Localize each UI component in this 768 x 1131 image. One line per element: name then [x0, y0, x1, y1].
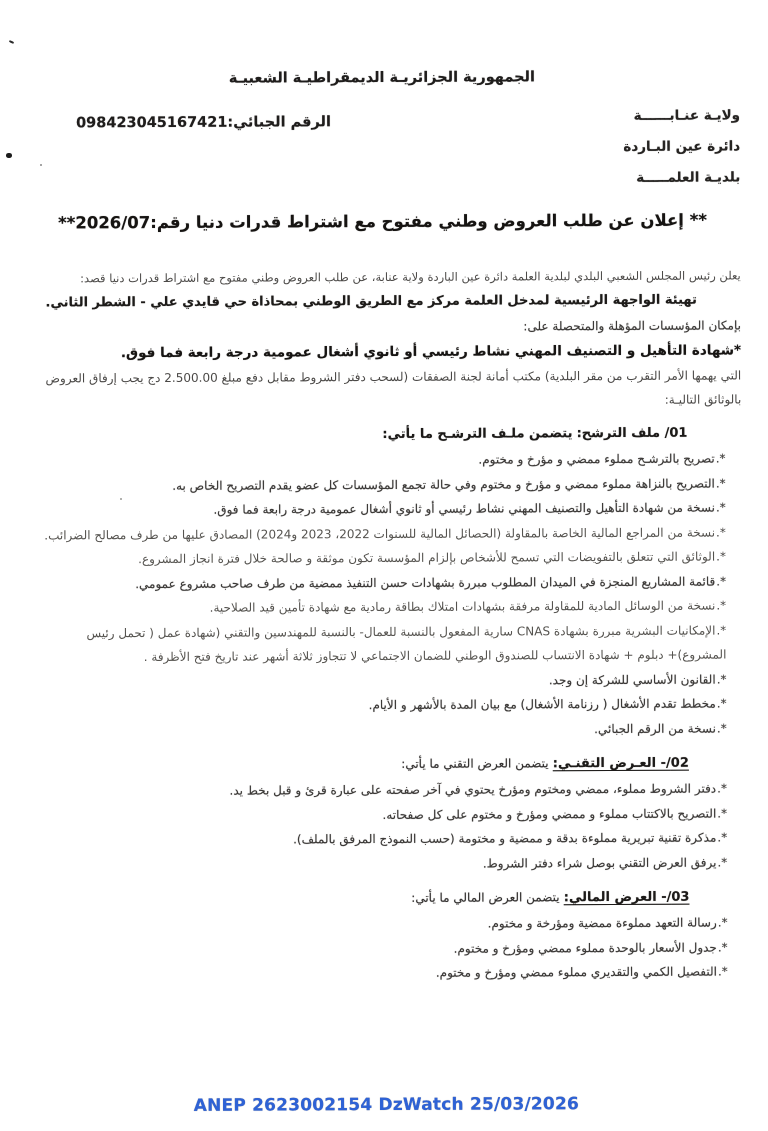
bullet-text: نسخة من شهادة التأهيل والتصنيف المهني نشاط رئيسي أو ثانوي أشغال عمومية درجة رابعة فما فوق.: [213, 500, 715, 517]
bullet-marker: *.: [716, 721, 727, 736]
tender-section: [37, 420, 742, 743]
bullet-marker: *.: [717, 964, 728, 979]
eligibility-intro-line: بإمكان المؤسسات المؤهلة والمتحصلة على:: [523, 318, 741, 334]
bullet-text: الإمكانيات البشرية مبررة بشهادة CNAS سارية المفعول بالنسبة للعمال- بالنسبة للمهندسين والتقني (شهادة عمل ( تحمل رئيس المشروع)+ دبلوم + شهادة الانتساب للصندوق الوطني للضمان الاجتماعي لا تتجاوز ثلاثة أشهر عند تاريخ فتح الأظرفة .: [86, 623, 727, 665]
bullet-item: [40, 959, 744, 987]
bullet-marker: *.: [716, 574, 727, 589]
tender-section: [39, 749, 744, 877]
withdraw-paragraph: التي يهمها الأمر التقرب من مقر البلدية) مكتب أمانة لجنة الصفقات (لسحب دفتر الشروط مقابل دفع مبلغ 2.500.00 دج يجب إرفاق العروض بالوثائق التاليـة:: [45, 368, 742, 407]
daira-line: دائرة عين البـاردة: [623, 138, 741, 155]
tax-id: الرقم الجبائي:098423045167421: [76, 114, 331, 132]
bullet-item: [38, 495, 742, 523]
tender-title: ** إعلان عن طلب العروض وطني مفتوح مع اشتراط قدرات دنيا رقم:2026/07**: [58, 210, 707, 233]
bullet-text: نسخة من الرقم الجبائي.: [594, 721, 716, 736]
authority-block: [623, 100, 740, 194]
bullet-text: التصريح بالنزاهة مملوء ممضي و مؤرخ و مختوم وفي حالة تجمع المؤسسات كل عضو يقدم التصريح الخاص به.: [172, 476, 715, 493]
section-items: [39, 776, 743, 877]
section-number-title: 01/ ملف الترشح:: [576, 425, 688, 442]
commune-line: بلديـة العلمـــــة: [636, 169, 741, 186]
tender-section: [39, 883, 743, 987]
bullet-marker: *.: [716, 598, 727, 613]
bullet-item: [38, 593, 742, 621]
section-heading: [39, 749, 743, 779]
section-subtitle: يتضمن ملـف الترشـح ما يأتي:: [382, 426, 573, 443]
qualification-line: *شهادة التأهيل و التصنيف المهني نشاط رئيسي أو ثانوي أشغال عمومية درجة رابعة فما فوق.: [120, 342, 742, 362]
bullet-text: تصريح بالترشـح مملوء ممضي و مؤرخ و مختوم.: [478, 451, 715, 467]
bullet-text: مذكرة تقنية تبريرية مملوءة بدقة و ممضية و مختومة (حسب النموذج المرفق بالملف).: [293, 830, 717, 847]
bullet-marker: *.: [715, 500, 726, 515]
bullet-marker: *.: [717, 806, 728, 821]
section-number-title: 03/- العرض المالي:: [563, 889, 690, 906]
bullet-text: القانون الأساسي للشركة إن وجد.: [548, 672, 716, 687]
bullet-marker: *.: [717, 915, 728, 930]
bullet-marker: *.: [716, 696, 727, 711]
bullet-text: التصريح بالاكتتاب مملوء و ممضي ومؤرخ و مختوم على كل صفحاته.: [382, 806, 717, 822]
section-subtitle: يتضمن العرض التقني ما يأتي:: [401, 756, 549, 771]
header-row: [0, 84, 766, 205]
bullet-text: يرفق العرض التقني بوصل شراء دفتر الشروط.: [482, 855, 717, 871]
bullet-item: [39, 691, 743, 719]
section-heading: [37, 420, 741, 449]
bullet-item: [37, 446, 741, 474]
bullet-item: [38, 569, 742, 597]
bullet-item: [38, 618, 742, 670]
bullet-marker: *.: [717, 830, 728, 845]
bullet-text: التفصيل الكمي والتقديري مملوء ممضي ومؤرخ و مختوم.: [435, 964, 717, 980]
section-heading: [39, 883, 743, 913]
bullet-item: [39, 801, 743, 829]
bullet-text: جدول الأسعار بالوحدة مملوء ممضي ومؤرخ و مختوم.: [453, 940, 717, 956]
bullet-marker: *.: [716, 549, 726, 564]
bullet-text: قائمة المشاريع المنجزة في الميدان المطلوب مبررة بشهادات حسن التنفيذ ممضية من طرف صاحب مشروع عمومي.: [135, 574, 716, 591]
bullet-item: [40, 935, 744, 963]
document-content: [37, 263, 744, 987]
bullet-item: [39, 850, 743, 878]
bullet-text: رسالة التعهد مملوءة ممضية ومؤرخة و مختوم.: [487, 915, 717, 931]
bullet-item: [39, 716, 743, 744]
intro-paragraph: يعلن رئيس المجلس الشعبي البلدي لبلدية العلمة دائرة عين الباردة ولاية عنابة، عن طلب العروض وطني مفتوح مع اشتراط قدرات دنيا قصد:: [80, 268, 741, 286]
bullet-item: [38, 544, 742, 572]
bullet-item: [38, 471, 742, 499]
bullet-item: [38, 667, 742, 695]
bullet-marker: *.: [715, 525, 726, 540]
bullet-item: [40, 910, 744, 938]
bullet-text: دفتر الشروط مملوء، ممضي ومختوم ومؤرخ يحتوي في آخر صفحته على عبارة قرئ و قبل بخط يد.: [229, 781, 717, 798]
bullet-marker: *.: [717, 940, 728, 955]
section-number-title: 02/- العـرض التقنـي:: [552, 755, 689, 772]
section-items: [40, 910, 744, 987]
bullet-marker: *.: [716, 672, 727, 687]
bullet-marker: *.: [717, 781, 728, 796]
section-items: [37, 446, 742, 743]
republic-header: الجمهورية الجزائريـة الديمقراطيـة الشعبيـة: [228, 69, 535, 87]
bullet-text: نسخة من المراجع المالية الخاصة بالمقاولة (الحصائل المالية للسنوات 2022، 2023 و2024) المصادق عليها من طرف مصالح الضرائب.: [44, 525, 716, 542]
bullet-item: [39, 825, 743, 853]
bullet-marker: *.: [717, 855, 728, 870]
bullet-marker: *.: [715, 451, 726, 466]
bullet-text: مخطط تقدم الأشغال ( رزنامة الأشغال) مع بيان المدة بالأشهر و الأيام.: [368, 696, 716, 713]
bullet-marker: *.: [716, 623, 727, 638]
bullet-text: الوثائق التي تتعلق بالتفويضات التي تسمح للأشخاص بإلزام المؤسسة تكون موثقة و صالحة خلال فترة انجاز المشروع.: [138, 549, 716, 567]
sections-container: [37, 420, 743, 987]
bullet-item: [39, 776, 743, 804]
project-title-line: تهيئة الواجهة الرئيسية لمدخل العلمة مركز مع الطريق الوطني بمحاذاة حي قايدي علي - الشطر الثاني.: [45, 292, 697, 311]
bullet-text: نسخة من الوسائل المادية للمقاولة مرفقة بشهادات امتلاك بطاقة رمادية مع شهادة تأمين قيد الصلاحية.: [209, 598, 716, 615]
bullet-item: [38, 520, 742, 548]
section-subtitle: يتضمن العرض المالي ما يأتي:: [411, 890, 560, 905]
bullet-marker: *.: [715, 476, 726, 491]
anep-footer: ANEP 2623002154 DzWatch 25/03/2026: [193, 1094, 580, 1116]
wilaya-line: ولايـة عنـابــــــة: [633, 107, 741, 124]
